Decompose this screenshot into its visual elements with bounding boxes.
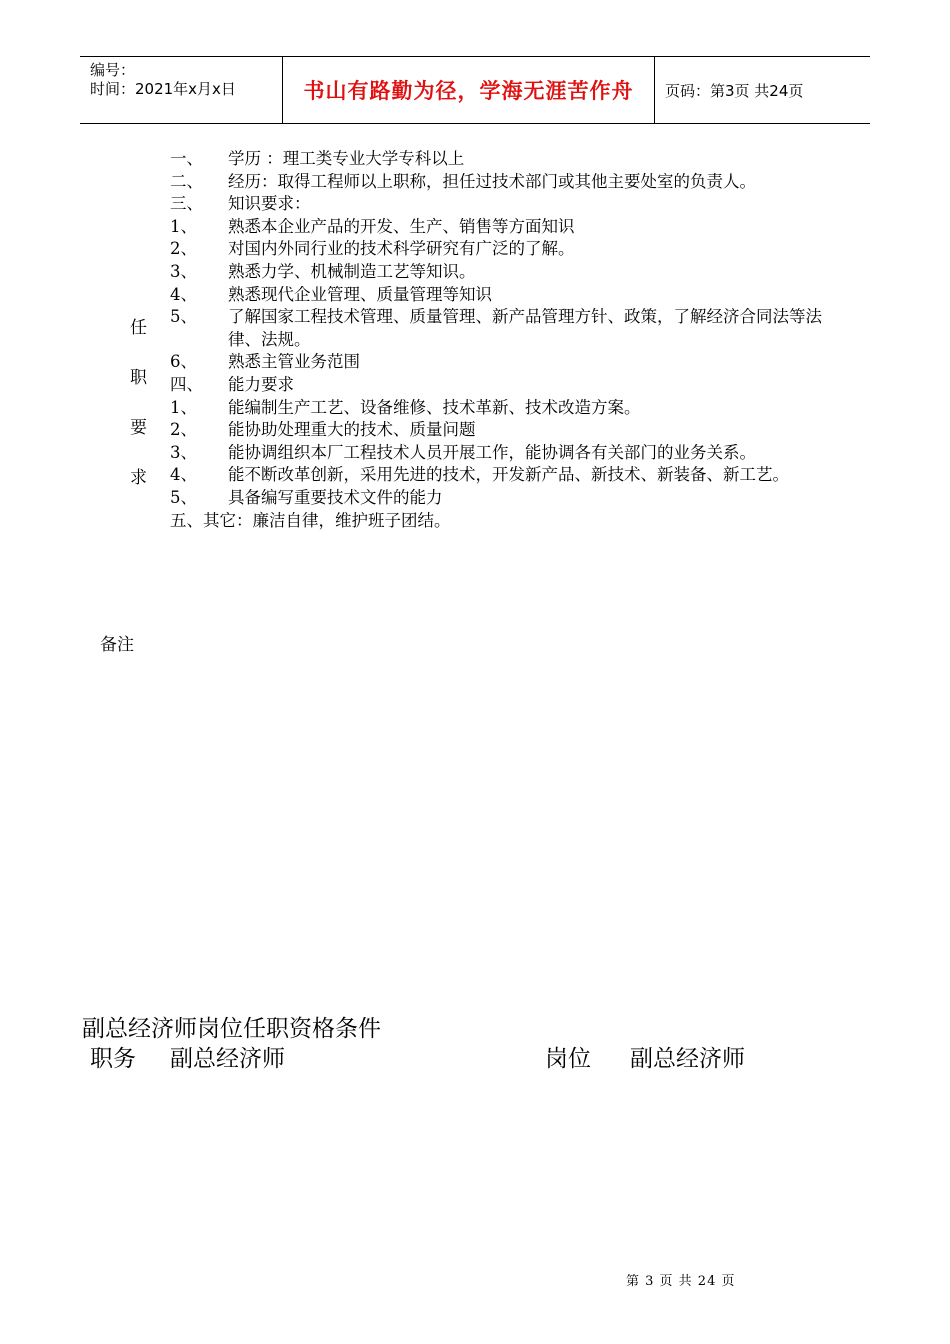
- list-item: [170, 216, 860, 239]
- item-number: 二、: [170, 171, 203, 191]
- item-text: 熟悉力学、机械制造工艺等知识。: [228, 261, 476, 281]
- list-item: [170, 238, 860, 261]
- item-number: 3、: [170, 261, 197, 281]
- list-item: [170, 171, 860, 194]
- side-label-char: 求: [130, 468, 147, 488]
- item-text: 对国内外同行业的技术科学研究有广泛的了解。: [228, 239, 575, 259]
- item-number: 5、: [170, 307, 197, 327]
- document-header: [80, 56, 870, 124]
- item-text: 能协助处理重大的技术、质量问题: [228, 420, 476, 440]
- item-text: 能编制生产工艺、设备维修、技术革新、技术改造方案。: [228, 397, 641, 417]
- list-item: [170, 419, 860, 442]
- header-page-info: 页码：第3页 共24页: [665, 81, 804, 100]
- list-item: [170, 442, 860, 465]
- list-item: [170, 464, 860, 487]
- list-item: [170, 374, 860, 397]
- header-number-label: 编号：: [90, 61, 136, 79]
- item-number: 三、: [170, 194, 203, 214]
- list-item: [170, 284, 860, 307]
- requirements-list: [170, 148, 860, 532]
- list-item: [170, 306, 860, 351]
- item-number: 3、: [170, 442, 197, 462]
- post-value: 副总经济师: [630, 1046, 745, 1072]
- list-item: [170, 148, 860, 171]
- header-motto: 书山有路勤为径，学海无涯苦作舟: [283, 57, 655, 123]
- item-number: 4、: [170, 284, 197, 304]
- item-number: 2、: [170, 239, 197, 259]
- item-text: 了解国家工程技术管理、质量管理、新产品管理方针、政策，了解经济合同法等法律、法规。: [228, 307, 822, 349]
- item-number: 2、: [170, 420, 197, 440]
- item-number: 一、: [170, 149, 203, 168]
- list-item: [170, 397, 860, 420]
- header-time-label: 时间：2021年x月x日: [90, 80, 236, 98]
- item-text: 能力要求: [228, 374, 294, 394]
- item-text: 具备编写重要技术文件的能力: [228, 487, 443, 507]
- post-label: 岗位: [545, 1046, 591, 1072]
- item-text: 能不断改革创新，采用先进的技术，开发新产品、新技术、新装备、新工艺。: [228, 465, 789, 485]
- duty-value: 副总经济师: [170, 1046, 285, 1072]
- item-text: 熟悉本企业产品的开发、生产、销售等方面知识: [228, 216, 575, 236]
- duty-label: 职务: [90, 1046, 136, 1072]
- list-item: [170, 193, 860, 216]
- list-item: [170, 351, 860, 374]
- section-title: 副总经济师岗位任职资格条件: [82, 1016, 381, 1042]
- item-number: 5、: [170, 487, 197, 507]
- item-number: 1、: [170, 216, 197, 236]
- item-number: 四、: [170, 374, 203, 394]
- item-text: 知识要求：: [228, 194, 311, 214]
- item-text: 经历：取得工程师以上职称，担任过技术部门或其他主要处室的负责人。: [228, 171, 756, 191]
- item-number: 五、其它：: [170, 510, 253, 530]
- page-footer: 第 3 页 共 24 页: [626, 1274, 736, 1289]
- list-item: [170, 510, 860, 533]
- item-number: 6、: [170, 352, 197, 372]
- side-label-requirements: [130, 303, 150, 503]
- side-label-char: 任: [130, 318, 147, 338]
- item-text: 熟悉主管业务范围: [228, 352, 360, 372]
- side-label-char: 要: [130, 418, 147, 438]
- item-text: 学历 ：理工类专业大学专科以上: [228, 149, 465, 168]
- item-number: 4、: [170, 465, 197, 485]
- item-text: 熟悉现代企业管理、质量管理等知识: [228, 284, 492, 304]
- side-label-char: 职: [130, 368, 147, 388]
- header-meta-cell: [80, 57, 283, 123]
- note-label: 备注: [100, 635, 134, 655]
- list-item: [170, 487, 860, 510]
- list-item: [170, 261, 860, 284]
- item-number: 1、: [170, 397, 197, 417]
- item-text: 廉洁自律，维护班子团结。: [252, 510, 451, 530]
- item-text: 能协调组织本厂工程技术人员开展工作，能协调各有关部门的业务关系。: [228, 442, 756, 462]
